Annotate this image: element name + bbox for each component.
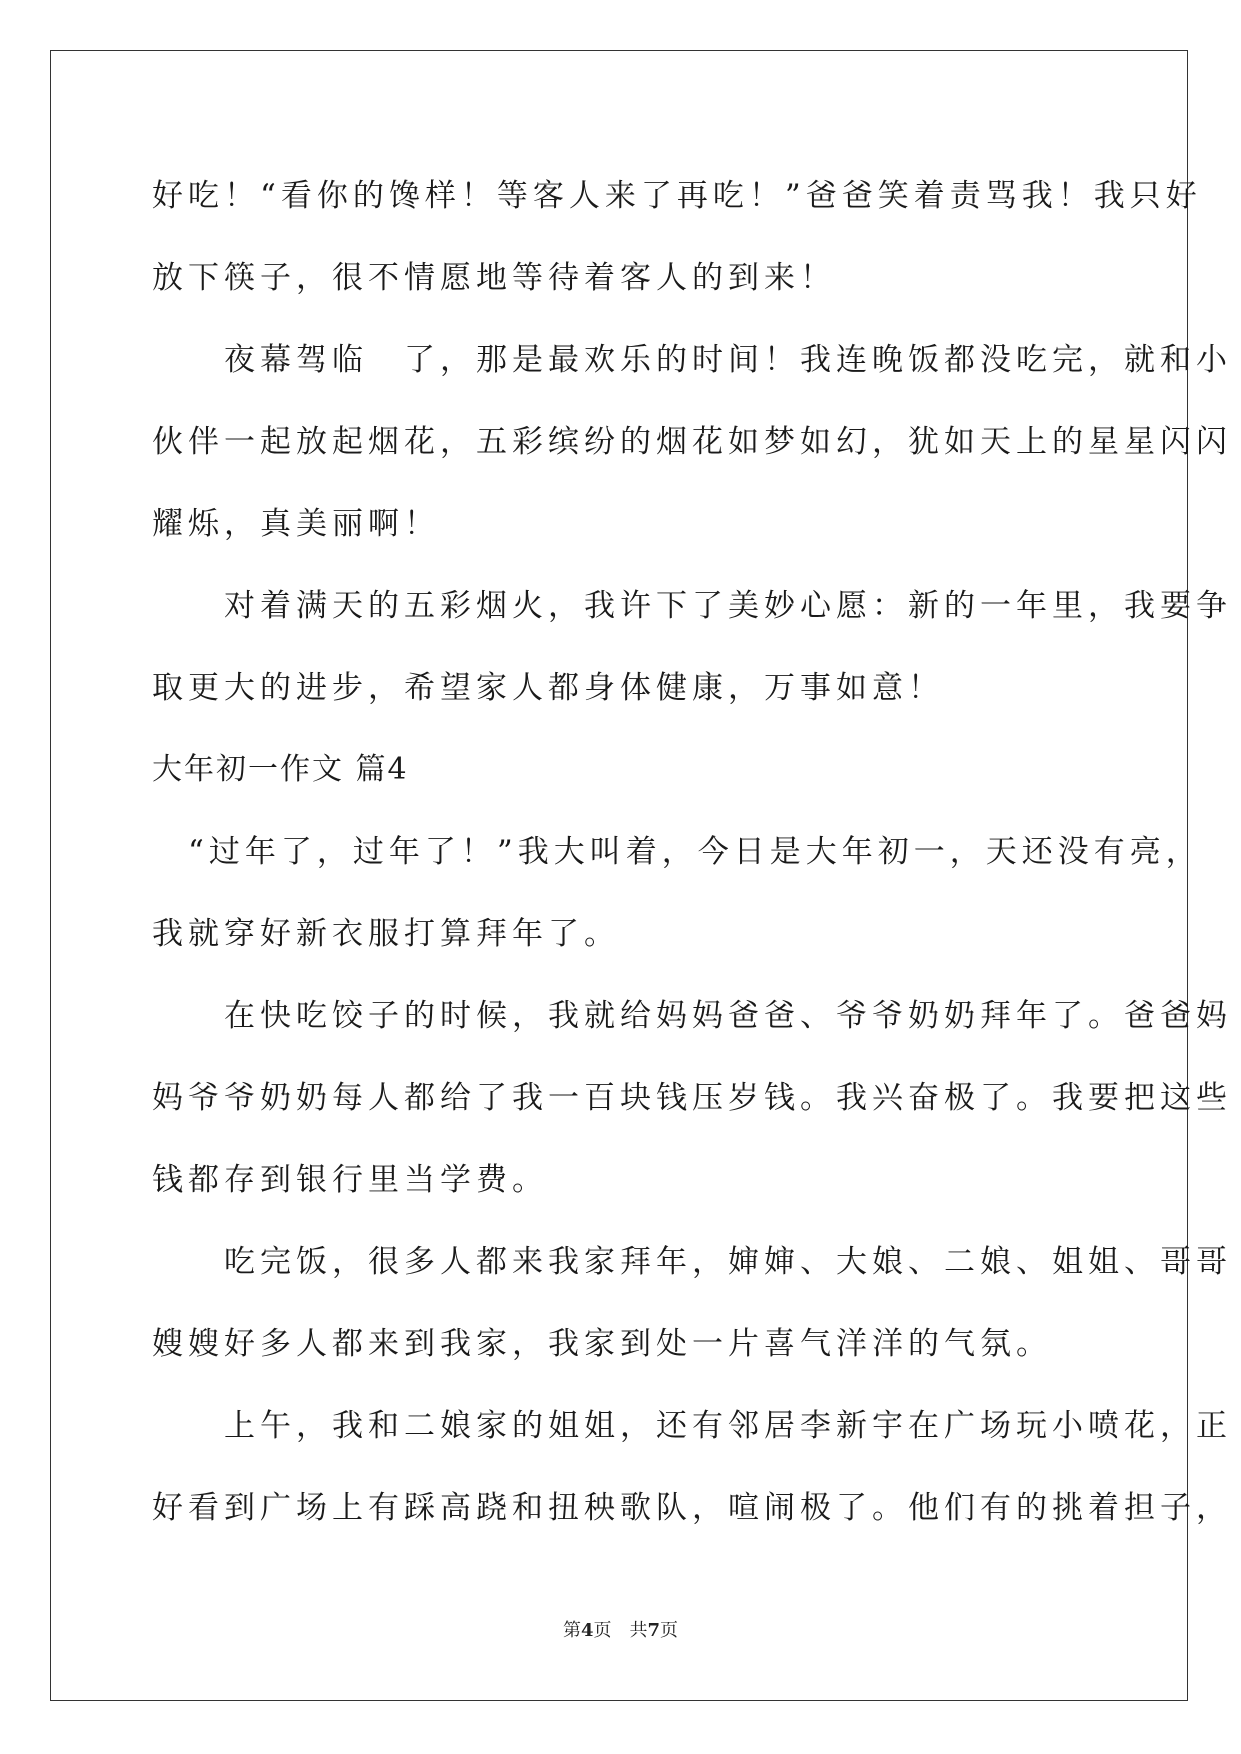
text-line: 我就穿好新衣服打算拜年了。 xyxy=(152,916,620,952)
text-line: 吃完饭，很多人都来我家拜年，婶婶、大娘、二娘、姐姐、哥哥 xyxy=(152,1244,1232,1280)
page-footer xyxy=(0,1616,1241,1642)
text-line: 耀烁，真美丽啊！ xyxy=(152,506,440,542)
text-line: 对着满天的五彩烟火，我许下了美妙心愿：新的一年里，我要争 xyxy=(152,588,1232,624)
text-line: 夜幕驾临 了，那是最欢乐的时间！我连晚饭都没吃完，就和小 xyxy=(152,342,1232,378)
text-line: 取更大的进步，希望家人都身体健康，万事如意！ xyxy=(152,670,944,706)
text-line: 钱都存到银行里当学费。 xyxy=(152,1162,548,1198)
text-line: 伙伴一起放起烟花，五彩缤纷的烟花如梦如幻，犹如天上的星星闪闪 xyxy=(152,424,1232,460)
footer-suffix: 页 xyxy=(660,1620,679,1641)
text-line: 放下筷子，很不情愿地等待着客人的到来！ xyxy=(152,260,836,296)
text-line: “过年了，过年了！”我大叫着，今日是大年初一，天还没有亮， xyxy=(152,834,1202,870)
text-line: 嫂嫂好多人都来到我家，我家到处一片喜气洋洋的气氛。 xyxy=(152,1326,1052,1362)
text-line: 上午，我和二娘家的姐姐，还有邻居李新宇在广场玩小喷花，正 xyxy=(152,1408,1232,1444)
footer-prefix: 第 xyxy=(562,1620,581,1641)
text-line: 好吃！“看你的馋样！等客人来了再吃！”爸爸笑着责骂我！我只好 xyxy=(152,178,1202,214)
text-line: 在快吃饺子的时候，我就给妈妈爸爸、爷爷奶奶拜年了。爸爸妈 xyxy=(152,998,1232,1034)
text-line: 好看到广场上有踩高跷和扭秧歌队，喧闹极了。他们有的挑着担子， xyxy=(152,1490,1232,1526)
footer-middle: 页 共 xyxy=(593,1620,648,1641)
text-line: 妈爷爷奶奶每人都给了我一百块钱压岁钱。我兴奋极了。我要把这些 xyxy=(152,1080,1232,1116)
total-page-count: 7 xyxy=(647,1620,661,1641)
section-heading: 大年初一作文 篇4 xyxy=(152,752,409,787)
document-body xyxy=(152,155,1232,1549)
current-page-number: 4 xyxy=(580,1620,594,1641)
